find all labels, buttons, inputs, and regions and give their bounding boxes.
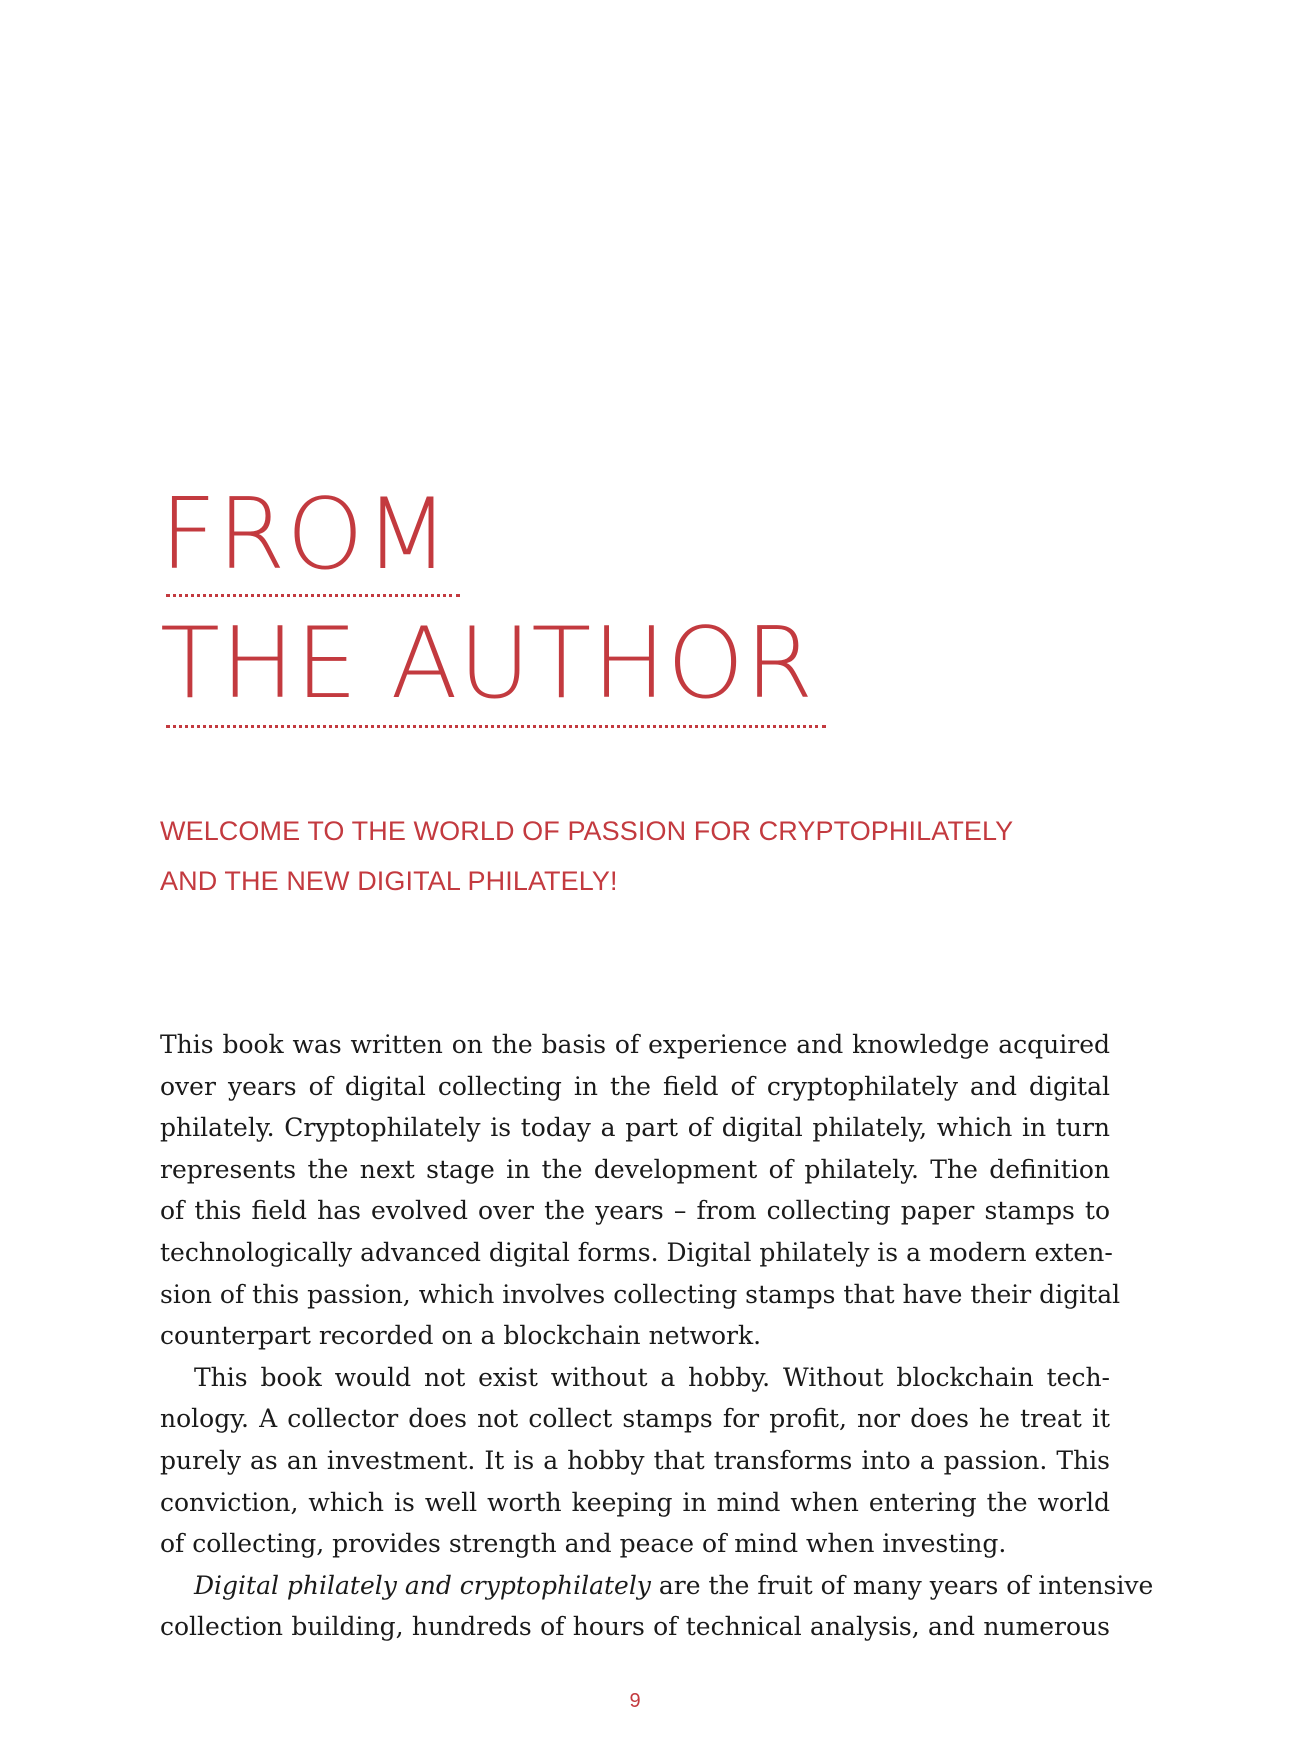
paragraph-line: sion of this passion, which involves collecting stamps that have their digital	[160, 1279, 1121, 1309]
page-number: 9	[629, 1690, 641, 1712]
paragraph-3	[160, 1565, 1154, 1648]
paragraph-line: purely as an investment. It is a hobby that transforms into a passion. This	[160, 1445, 1110, 1475]
chapter-subtitle	[160, 806, 1120, 906]
chapter-title-line-1: FROM	[160, 478, 451, 592]
paragraph-line: technologically advanced digital forms. Digital philately is a modern exten-	[160, 1237, 1113, 1267]
paragraph-line	[160, 1565, 1154, 1607]
paragraph-line: of collecting, provides strength and peace of mind when investing.	[160, 1529, 1007, 1559]
paragraph-line: over years of digital collecting in the field of cryptophilately and digital	[160, 1071, 1110, 1101]
paragraph-text: are the fruit of many years of intensive	[650, 1570, 1154, 1600]
paragraph-line: of this field has evolved over the years – from collecting paper stamps to	[160, 1196, 1110, 1226]
title-dotted-rule-2	[166, 725, 826, 728]
body-text	[160, 1024, 1154, 1648]
italic-book-title: Digital philately and cryptophilately	[194, 1570, 651, 1600]
paragraph-line: counterpart recorded on a blockchain network.	[160, 1321, 762, 1351]
paragraph-line: philately. Cryptophilately is today a part of digital philately, which in turn	[160, 1113, 1110, 1143]
subtitle-line-2: AND THE NEW DIGITAL PHILATELY!	[160, 866, 618, 896]
subtitle-line-1: WELCOME TO THE WORLD OF PASSION FOR CRYPTOPHILATELY	[160, 816, 1014, 846]
chapter-title-line-2: THE AUTHOR	[160, 607, 815, 721]
paragraph-line: conviction, which is well worth keeping in mind when entering the world	[160, 1487, 1110, 1517]
title-dotted-rule-1	[166, 594, 460, 597]
paragraph-line: represents the next stage in the development of philately. The definition	[160, 1154, 1110, 1184]
paragraph-line: This book was written on the basis of experience and knowledge acquired	[160, 1030, 1110, 1059]
paragraph-line: collection building, hundreds of hours of technical analysis, and numerous	[160, 1612, 1110, 1642]
paragraph-2	[160, 1357, 1110, 1565]
paragraph-1	[160, 1024, 1121, 1357]
paragraph-line: nology. A collector does not collect stamps for profit, nor does he treat it	[160, 1404, 1110, 1434]
paragraph-line: This book would not exist without a hobby. Without blockchain tech-	[194, 1362, 1110, 1392]
